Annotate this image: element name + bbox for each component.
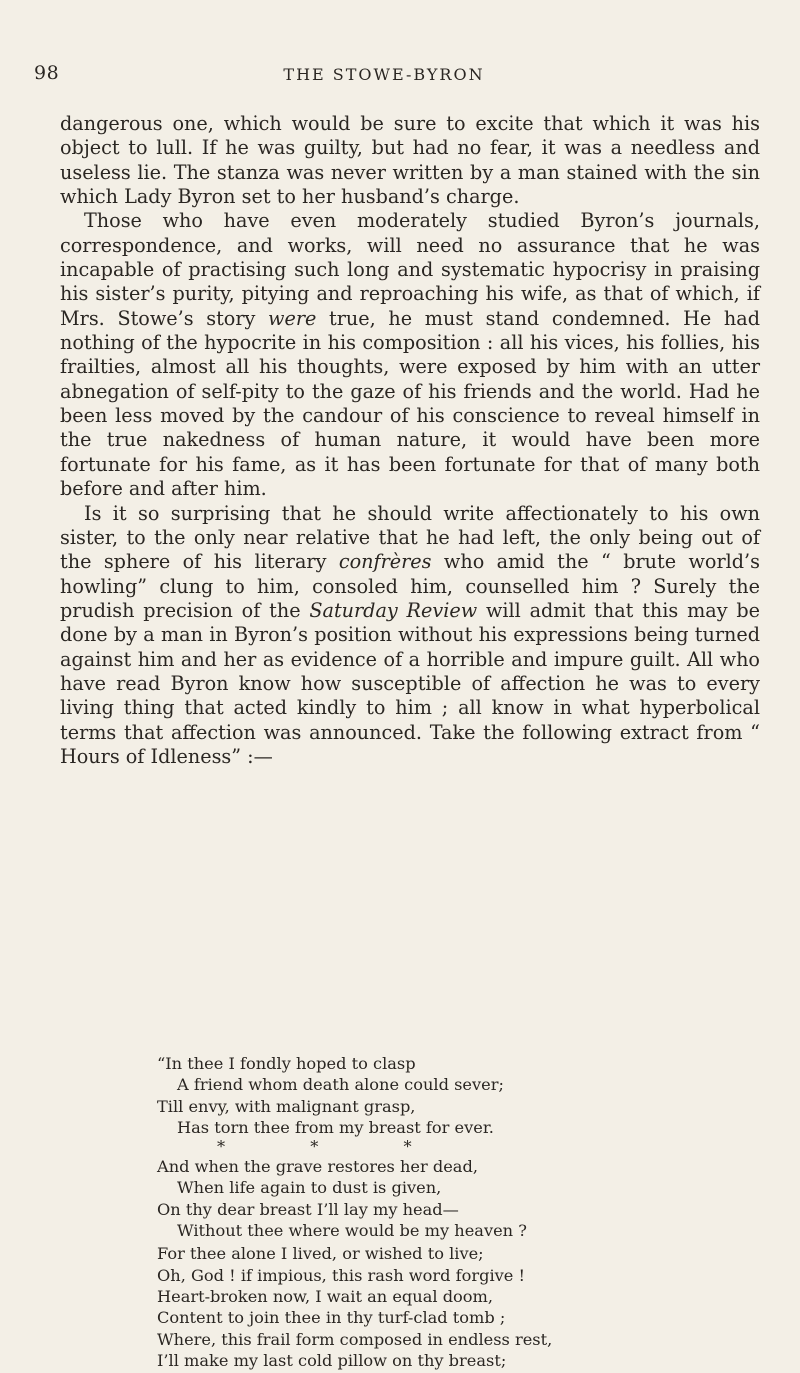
poem-stanza-2 [157, 1156, 717, 1241]
text-run: Is it so surprising that he should write affectionately to his own sister, to the only near relative that he had left, the only being out of the sphere of his literary [60, 501, 760, 574]
poem-line: “In thee I fondly hoped to clasp [157, 1054, 416, 1073]
text-run: Those who have even moderately studied Byron’s journals, correspondence, and works, will need no assurance that he was incapable of practising such long and systematic hypocrisy in praising his sister’s purity, pitying and reproaching his wife, as that of which, if Mrs. Stowe’s story [60, 209, 760, 330]
poem-line: When life again to dust is given, [177, 1178, 442, 1198]
italic-text: Saturday Review [309, 598, 478, 622]
poem-line: I’ll make my last cold pillow on thy breast; [157, 1350, 507, 1370]
poem-line: Heart-broken now, I wait an equal doom, [157, 1286, 494, 1306]
poem-stanza-3 [157, 1243, 717, 1371]
stanza-break-asterisks: * * * [217, 1137, 412, 1157]
paragraph [60, 112, 760, 209]
text-run: dangerous one, which would be sure to excite that which it was his object to lull. If he was guilty, but had no fear, it was a needless and useless lie. The stanza was never written by a man stained with the sin which Lady Byron set to her husband’s charge. [60, 112, 760, 209]
italic-text: confrères [338, 550, 432, 574]
text-run: will admit that this may be done by a man in Byron’s position without his expressions being turned against him and her as evidence of a horrible and impure guilt. All who have read Byron know how susceptible of affection he was to every living thing that acted kindly to him ; all know in what hyperbolical terms that affection was announced. Take the following extract from “ Hours of Idleness” :— [60, 598, 760, 768]
page-header [34, 62, 734, 92]
poem-line: On thy dear breast I’ll lay my head— [157, 1199, 459, 1219]
page-number: 98 [34, 62, 60, 84]
poem-stanza-1 [157, 1053, 717, 1138]
running-head: THE STOWE-BYRON [283, 65, 485, 84]
text-run: true, he must stand condemned. He had nothing of the hypocrite in his composition : all his vices, his follies, his frailties, almost all his thoughts, were exposed by him with an utter abnegation of self-pity to the gaze of his friends and the world. Had he been less moved by the candour of his conscience to reveal himself in the true nakedness of human nature, it would have been more fortunate for his fame, as it has been fortunate for that of many both before and after him. [60, 306, 760, 501]
italic-text: were [268, 306, 317, 330]
paragraph [60, 209, 760, 501]
poem-line: Till envy, with malignant grasp, [157, 1096, 416, 1116]
poem-line: Has torn thee from my breast for ever. [177, 1117, 494, 1137]
paragraph [60, 502, 760, 770]
poem-line: And when the grave restores her dead, [157, 1157, 478, 1177]
poem-line: A friend whom death alone could sever; [177, 1075, 504, 1095]
text-run: who amid the “ brute world’s howling” clung to him, consoled him, counselled him ? Surely the prudish precision of the [60, 550, 760, 622]
poem-line: Without thee where would be my heaven ? [177, 1221, 527, 1241]
poem-line: For thee alone I lived, or wished to live; [157, 1244, 484, 1264]
poem-extract [157, 1053, 717, 1373]
poem-line: Oh, God ! if impious, this rash word forgive ! [157, 1265, 526, 1285]
body-text [60, 112, 760, 769]
poem-line: Content to join thee in thy turf-clad tomb ; [157, 1308, 506, 1328]
poem-line: Where, this frail form composed in endless rest, [157, 1329, 553, 1349]
